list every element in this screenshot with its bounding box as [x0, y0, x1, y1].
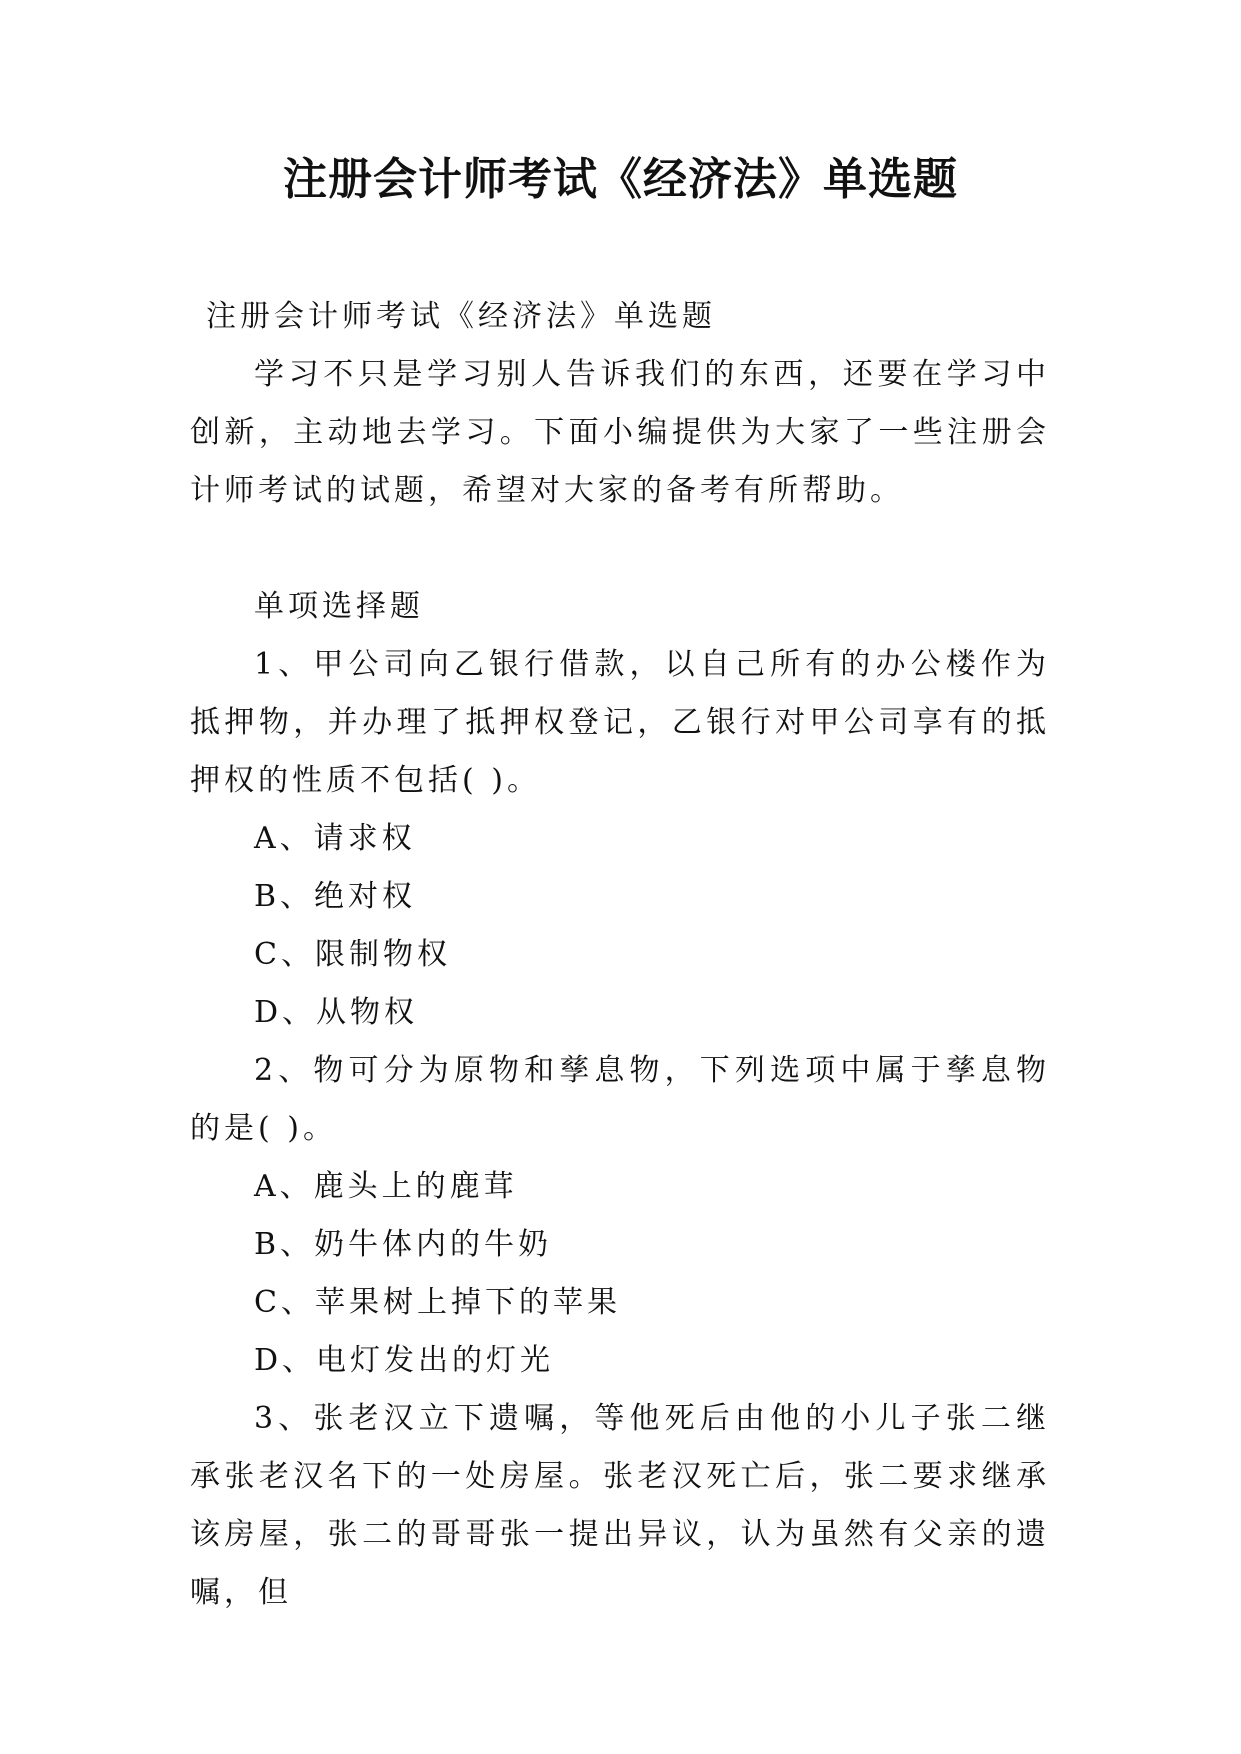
- question-2-option-c: C、苹果树上掉下的苹果: [254, 1285, 621, 1320]
- document-subtitle: 注册会计师考试《经济法》单选题: [206, 299, 716, 334]
- section-spacer: [190, 520, 1050, 578]
- question-1-option-a: A、请求权: [254, 821, 416, 856]
- section-heading: 单项选择题: [254, 589, 424, 624]
- question-1-option-c: C、限制物权: [254, 937, 451, 972]
- document-body: [190, 288, 1050, 1622]
- intro-paragraph: 学习不只是学习别人告诉我们的东西，还要在学习中创新，主动地去学习。下面小编提供为大家了一些注册会计师考试的试题，希望对大家的备考有所帮助。: [190, 357, 1050, 508]
- question-2-stem: 2、物可分为原物和孳息物，下列选项中属于孳息物的是( )。: [190, 1053, 1050, 1146]
- question-1-option-d: D、从物权: [254, 995, 419, 1030]
- document-title: 注册会计师考试《经济法》单选题: [283, 154, 958, 205]
- question-1-option-b: B、绝对权: [254, 879, 417, 914]
- question-2-option-d: D、电灯发出的灯光: [254, 1343, 555, 1378]
- question-2-option-a: A、鹿头上的鹿茸: [254, 1169, 518, 1204]
- question-1-stem: 1、甲公司向乙银行借款，以自己所有的办公楼作为抵押物，并办理了抵押权登记，乙银行对甲公司享有的抵押权的性质不包括( )。: [190, 647, 1050, 798]
- question-2-option-b: B、奶牛体内的牛奶: [254, 1227, 553, 1262]
- question-3-stem: 3、张老汉立下遗嘱，等他死后由他的小儿子张二继承张老汉名下的一处房屋。张老汉死亡后，张二要求继承该房屋，张二的哥哥张一提出异议，认为虽然有父亲的遗嘱，但: [190, 1401, 1050, 1610]
